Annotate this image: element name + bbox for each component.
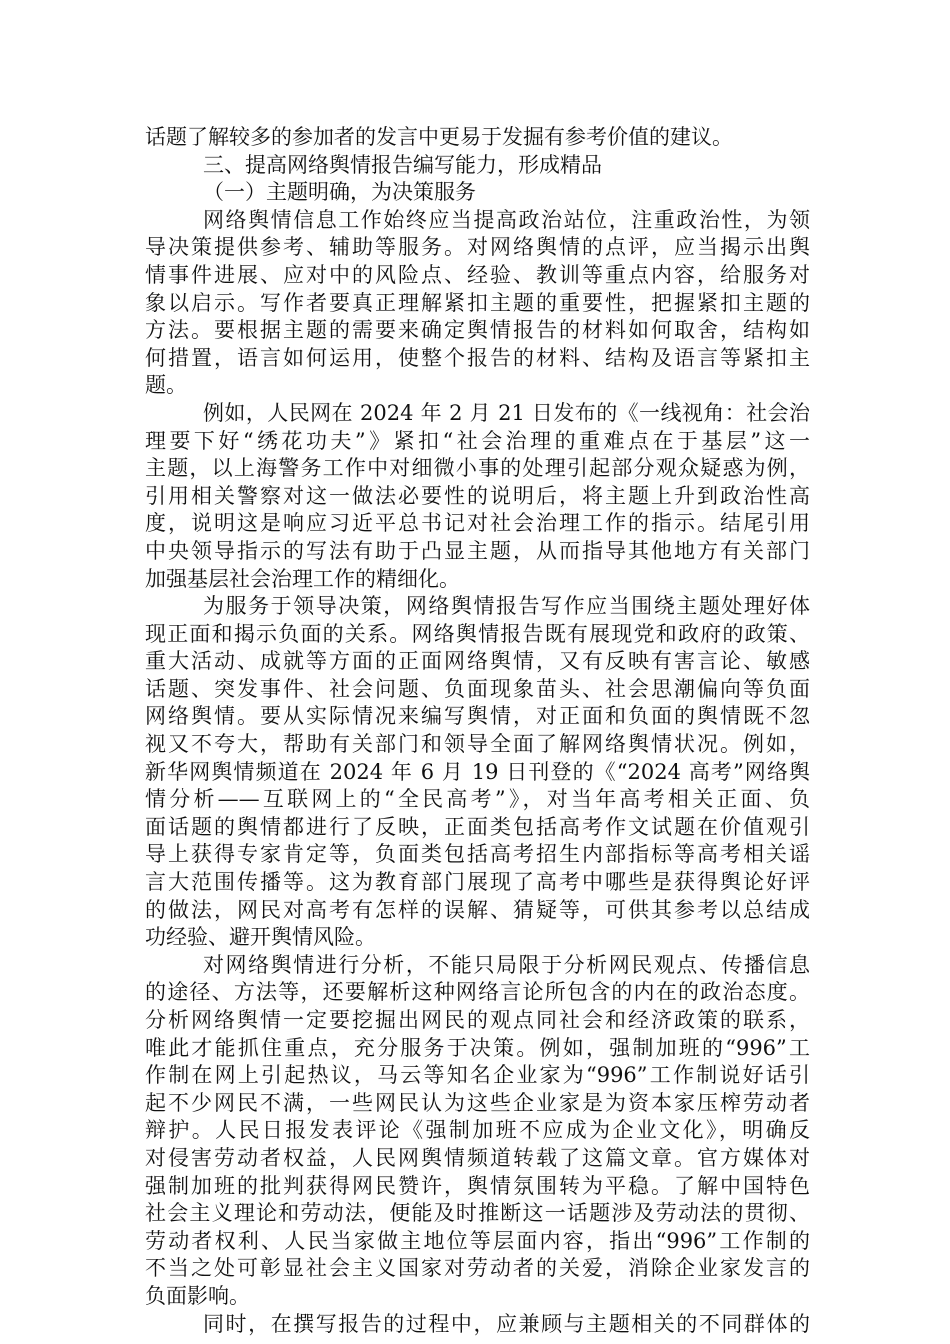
text-line: 引用相关警察对这一做法必要性的说明后，将主题上升到政治性高: [145, 483, 810, 508]
paragraph-first-line: 对网络舆情进行分析，不能只局限于分析网民观点、传播信息: [203, 952, 810, 977]
text-line: 方法。要根据主题的需要来确定舆情报告的材料如何取舍，结构如: [145, 318, 810, 343]
document-page: [145, 124, 810, 1338]
text-line: 功经验、避开舆情风险。: [145, 925, 376, 950]
text-line: 中央领导指示的写法有助于凸显主题，从而指导其他地方有关部门: [145, 538, 810, 563]
text-line: 导上获得专家肯定等，负面类包括高考招生内部指标等高考相关谣: [145, 842, 810, 867]
text-line: 导决策提供参考、辅助等服务。对网络舆情的点评，应当揭示出舆: [145, 235, 810, 260]
text-line: 分析网络舆情一定要挖掘出网民的观点同社会和经济政策的联系，: [145, 1008, 810, 1032]
text-line: 的做法，网民对高考有怎样的误解、猜疑等，可供其参考以总结成: [145, 897, 810, 922]
text-line: 不当之处可彰显社会主义国家对劳动者的关爱，消除企业家发言的: [145, 1256, 810, 1281]
text-line: 对侵害劳动者权益，人民网舆情频道转载了这篇文章。官方媒体对: [145, 1145, 810, 1170]
text-line: 劳动者权利、人民当家做主地位等层面内容，指出“996”工作制的: [145, 1228, 810, 1253]
paragraph-first-line: 例如，人民网在 2024 年 2 月 21 日发布的《一线视角：社会治: [203, 400, 810, 425]
text-line: 新华网舆情频道在 2024 年 6 月 19 日刊登的《“2024 高考”网络舆: [145, 759, 810, 784]
text-line: 网络舆情。要从实际情况来编写舆情，对正面和负面的舆情既不忽: [145, 704, 810, 729]
text-line: 象以启示。写作者要真正理解紧扣主题的重要性，把握紧扣主题的: [145, 290, 810, 315]
paragraph-first-line: 为服务于领导决策，网络舆情报告写作应当围绕主题处理好体: [203, 594, 810, 619]
text-line: 社会主义理论和劳动法，便能及时推断这一话题涉及劳动法的贯彻、: [145, 1201, 810, 1226]
text-line: 的途径、方法等，还要解析这种网络言论所包含的内在的政治态度。: [145, 980, 810, 1005]
text-line: 主题，以上海警务工作中对细微小事的处理引起部分观众疑惑为例，: [145, 456, 810, 481]
text-line: 面话题的舆情都进行了反映，正面类包括高考作文试题在价值观引: [145, 814, 810, 839]
paragraph-first-line: 同时，在撰写报告的过程中，应兼顾与主题相关的不同群体的: [203, 1311, 810, 1336]
text-line: 作制在网上引起热议，马云等知名企业家为“996”工作制说好话引: [145, 1063, 810, 1088]
text-line: 度，说明这是响应习近平总书记对社会治理工作的指示。结尾引用: [145, 511, 810, 536]
text-line: 何措置，语言如何运用，使整个报告的材料、结构及语言等紧扣主: [145, 345, 810, 370]
text-line: 起不少网民不满，一些网民认为这些企业家是为资本家压榨劳动者: [145, 1090, 810, 1115]
text-line: 辩护。人民日报发表评论《强制加班不应成为企业文化》，明确反: [145, 1118, 810, 1143]
paragraph-first-line: 网络舆情信息工作始终应当提高政治站位，注重政治性，为领: [203, 207, 810, 232]
text-line: 理要下好“绣花功夫”》紧扣“社会治理的重难点在于基层”这一: [145, 428, 810, 453]
paragraph-first-line: 三、提高网络舆情报告编写能力，形成精品: [203, 152, 602, 177]
text-line: 情事件进展、应对中的风险点、经验、教训等重点内容，给服务对: [145, 262, 810, 287]
paragraph-first-line: （一）主题明确，为决策服务: [203, 180, 476, 205]
text-line: 加强基层社会治理工作的精细化。: [145, 566, 460, 591]
text-line: 题。: [145, 373, 187, 398]
text-line: 唯此才能抓住重点，充分服务于决策。例如，强制加班的“996”工: [145, 1035, 810, 1060]
text-line: 情分析——互联网上的“全民高考”》，对当年高考相关正面、负: [145, 787, 810, 812]
text-line: 负面影响。: [145, 1283, 250, 1308]
text-line: 话题了解较多的参加者的发言中更易于发掘有参考价值的建议。: [145, 125, 733, 149]
text-line: 重大活动、成就等方面的正面网络舆情，又有反映有害言论、敏感: [145, 649, 810, 674]
text-line: 现正面和揭示负面的关系。网络舆情报告既有展现党和政府的政策、: [145, 621, 810, 646]
text-line: 话题、突发事件、社会问题、负面现象苗头、社会思潮偏向等负面: [145, 676, 810, 701]
text-line: 强制加班的批判获得网民赞许，舆情氛围转为平稳。了解中国特色: [145, 1173, 810, 1198]
text-line: 视又不夸大，帮助有关部门和领导全面了解网络舆情状况。例如，: [145, 732, 810, 757]
text-line: 言大范围传播等。这为教育部门展现了高考中哪些是获得舆论好评: [145, 870, 810, 895]
